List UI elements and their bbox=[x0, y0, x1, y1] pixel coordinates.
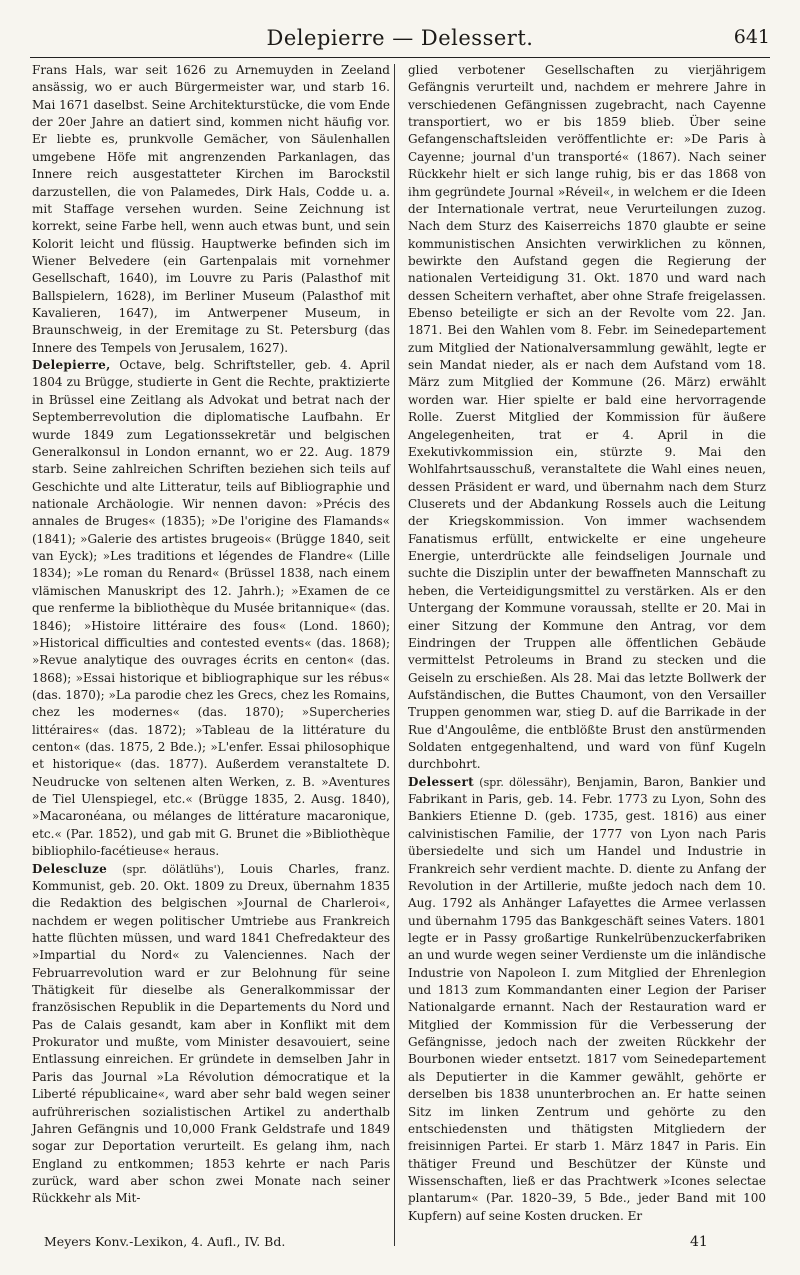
left-column bbox=[32, 62, 390, 1208]
running-header bbox=[30, 18, 770, 58]
entry-text: Octave, belg. Schriftsteller, geb. 4. April 1804 zu Brügge, studierte in Gent die Rechte, praktizierte in Brüssel eine Zeitlang als Advokat und betrat nach der Septemberrevolution die diplomatische Laufbahn. Er wurde 1849 zum Legationssekretär und belgischen Generalkonsul in London ernannt, wo er 22. Aug. 1879 starb. Seine zahlreichen Schriften beziehen sich teils auf Geschichte und alte Litteratur, teils auf Bibliographie und nationale Archäologie. Wir nennen davon: »Précis des annales de Bruges« (1835); »De l'origine des Flamands« (1841); »Galerie des artistes brugeois« (Brügge 1840, seit van Eyck); »Les traditions et légendes de Flandre« (Lille 1834); »Le roman du Renard« (Brüssel 1838, nach einem vlämischen Manuskript des 12. Jahrh.); »Examen de ce que renferme la bibliothèque du Musée britannique« (das. 1846); »Histoire littéraire des fous« (Lond. 1860); »Historical difficulties and contested events« (das. 1868); »Revue analytique des ouvrages écrits en centon« (das. 1868); »Essai historique et bibliographique sur les rébus« (das. 1870); »La parodie chez les Grecs, chez les Romains, chez les modernes« (das. 1870); »Supercheries littéraires« (das. 1872); »Tableau de la littérature du centon« (das. 1875, 2 Bde.); »L'enfer. Essai philosophique et historique« (das. 1877). Außerdem veranstaltete D. Neudrucke von seltenen alten Werken, z. B. »Aventures de Tiel Ulenspiegel, etc.« (Brügge 1835, 2. Ausg. 1840), »Macaronéana, ou mélanges de littérature macaronique, etc.« (Par. 1852), und gab mit G. Brunet die »Bibliothèque bibliophilo-facétieuse« heraus. bbox=[32, 358, 390, 859]
paragraph-continued: Frans Hals, war seit 1626 zu Arnemuyden in Zeeland ansässig, wo er auch Bürgermeister war, und starb 16. Mai 1671 daselbst. Seine Architekturstücke, die vom Ende der 20er Jahre an datiert sind, kommen nicht häufig vor. Er liebte es, prunkvolle Gemächer, von Säulenhallen umgebene Höfe mit angrenzenden Parkanlagen, das Innere reich ausgestatteter Kirchen im Barockstil darzustellen, die von Palamedes, Dirk Hals, Codde u. a. mit Staffage versehen wurden. Seine Zeichnung ist korrekt, seine Farbe hell, wenn auch etwas bunt, und sein Kolorit leicht und flüssig. Hauptwerke befinden sich im Wiener Belvedere (ein Gartenpalais mit vornehmer Gesellschaft, 1640), im Louvre zu Paris (Palasthof mit Ballspielern, 1628), im Berliner Museum (Palasthof mit Kavalieren, 1647), im Antwerpener Museum, in Braunschweig, in der Eremitage zu St. Petersburg (das Innere des Tempels von Jerusalem, 1627). bbox=[32, 63, 390, 355]
source-line: Meyers Konv.-Lexikon, 4. Aufl., IV. Bd. bbox=[44, 1234, 286, 1249]
entry-text: Benjamin, Baron, Bankier und Fabrikant in Paris, geb. 14. Febr. 1773 zu Lyon, Sohn des Bankiers Etienne D. (geb. 1735, gest. 1816) aus einer calvinistischen Familie, der 1777 von Lyon nach Paris übersiedelte und sich um Handel und Industrie in Frankreich sehr verdient machte. D. diente zu Anfang der Revolution in der Artillerie, mußte jedoch nach dem 10. Aug. 1792 als Anhänger Lafayettes die Armee verlassen und übernahm 1795 das Bankgeschäft seines Vaters. 1801 legte er in Passy großartige Runkelrübenzuckerfabriken an und wurde wegen seiner Verdienste um die inländische Industrie von Napoleon I. zum Mitglied der Ehrenlegion und 1813 zum Kommandanten einer Legion der Pariser Nationalgarde ernannt. Nach der Restauration ward er Mitglied der Kommission für die Verbesserung der Gefängnisse, jedoch nach der zweiten Rückkehr der Bourbonen wieder entsetzt. 1817 vom Seinedepartement als Deputierter in die Kammer gewählt, gehörte er derselben bis 1838 ununterbrochen an. Er hatte seinen Sitz im linken Zentrum und gehörte zu den entschiedensten und thätigsten Mitgliedern der freisinnigen Partei. Er starb 1. März 1847 in Paris. Ein thätiger Freund und Beschützer der Künste und Wissenschaften, ließ er das Prachtwerk »Icones selectae plantarum« (Par. 1820–39, 5 Bde., jeder Band mit 100 Kupfern) auf seine Kosten drucken. Er bbox=[408, 774, 766, 1223]
pronunciation: (spr. dölessähr), bbox=[473, 775, 571, 789]
entry-headword: Delescluze bbox=[32, 861, 108, 876]
entry-headword: Delessert bbox=[408, 774, 474, 789]
running-title: Delepierre — Delessert. bbox=[266, 26, 534, 50]
entry-text: Louis Charles, franz. Kommunist, geb. 20. Okt. 1809 zu Dreux, übernahm 1835 die Redaktion des belgischen »Journal de Charleroi«, nachdem er wegen politischer Umtriebe aus Frankreich hatte flüchten müssen, und ward 1841 Chefredakteur des »Impartial du Nord« zu Valenciennes. Nach der Februarrevolution ward er zur Belohnung für seine Thätigkeit für dieselbe als Generalkommissar der französischen Republik in die Departements du Nord und Pas de Calais gesandt, kam aber in Konflikt mit dem Prokurator und mußte, vom Minister desavouiert, seine Entlassung einreichen. Er gründete in demselben Jahr in Paris das Journal »La Révolution démocratique et la Liberté républicaine«, ward aber sehr bald wegen seiner aufrührerischen sozialistischen Artikel zu anderthalb Jahren Gefängnis und 10,000 Frank Geldstrafe und 1849 sogar zur Deportation verurteilt. Es gelang ihm, nach England zu entkommen; 1853 kehrte er nach Paris zurück, ward aber schon zwei Monate nach seiner Rückkehr als Mit- bbox=[32, 861, 390, 1206]
page-number: 641 bbox=[733, 26, 770, 48]
entry-delescluze bbox=[32, 861, 390, 1208]
page-footer bbox=[32, 1234, 772, 1256]
entry-delepierre bbox=[32, 357, 390, 860]
column-divider bbox=[394, 64, 395, 1246]
entry-delessert bbox=[408, 774, 766, 1225]
header-rule bbox=[30, 57, 770, 58]
paragraph-continued: glied verbotener Gesellschaften zu vierjährigem Gefängnis verurteilt und, nachdem er mehrere Jahre in verschiedenen Gefängnissen zugebracht, nach Cayenne transportiert, wo er bis 1859 blieb. Über seine Gefangenschaftsleiden veröffentlichte er: »De Paris à Cayenne; journal d'un transporté« (1867). Nach seiner Rückkehr hielt er sich lange ruhig, bis er das 1868 von ihm gegründete Journal »Réveil«, in welchem er die Ideen der Internationale vertrat, neue Verurteilungen zuzog. Nach dem Sturz des Kaiserreichs 1870 glaubte er seine kommunistischen Ansichten verwirklichen zu können, bewirkte den Aufstand gegen die Regierung der nationalen Verteidigung 31. Okt. 1870 und ward nach dessen Scheitern verhaftet, aber ohne Strafe freigelassen. Ebenso beteiligte er sich an der Revolte vom 22. Jan. 1871. Bei den Wahlen vom 8. Febr. im Seinedepartement zum Mitglied der Nationalversammlung gewählt, legte er sein Mandat nieder, als er nach dem Aufstand vom 18. März zum Mitglied der Kommune (26. März) erwählt worden war. Hier spielte er bald eine hervorragende Rolle. Zuerst Mitglied der Kommission für äußere Angelegenheiten, trat er 4. April in die Exekutivkommission ein, stürzte 9. Mai den Wohlfahrtsausschuß, veranstaltete die Wahl eines neuen, dessen Präsident er ward, und übernahm nach dem Sturz Cluserets und der Abdankung Rossels auch die Leitung der Kriegskommission. Von immer wachsendem Fanatismus erfüllt, entwickelte er eine ungeheure Energie, unterdrückte alle feindseligen Journale und suchte die Disziplin unter der bewaffneten Mannschaft zu heben, die Verteidigungsmittel zu verstärken. Als er den Untergang der Kommune voraussah, stellte er 20. Mai in einer Sitzung der Kommune den Antrag, vor dem Eindringen der Truppen alle öffentlichen Gebäude vermittelst Petroleums in Brand zu stecken und die Geiseln zu erschießen. Als 28. Mai das letzte Bollwerk der Aufständischen, die Buttes Chaumont, von den Versailler Truppen genommen war, stieg D. auf die Barrikade in der Rue d'Angoulême, die entblößte Brust den anstürmenden Soldaten entgegenhaltend, und ward von fünf Kugeln durchbohrt. bbox=[408, 63, 766, 772]
entry-headword: Delepierre, bbox=[32, 358, 111, 373]
pronunciation: (spr. dölätlühs'), bbox=[107, 862, 225, 876]
right-column bbox=[408, 62, 766, 1225]
signature-mark: 41 bbox=[690, 1234, 708, 1250]
